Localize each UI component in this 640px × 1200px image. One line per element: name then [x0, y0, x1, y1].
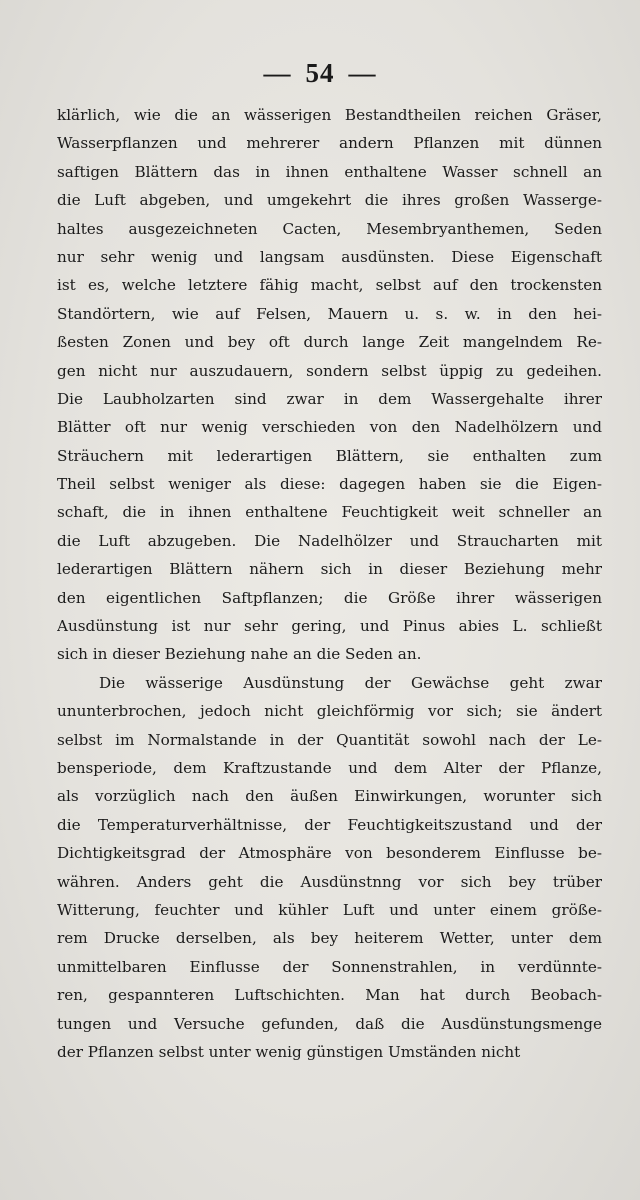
text-line: klärlich, wie die an wässerigen Bestandtheilen reichen Gräser, [57, 106, 602, 124]
text-line: Ausdünstung ist nur sehr gering, und Pinus abies L. schließt [57, 617, 602, 636]
page-number: 54 [305, 58, 335, 88]
text-line: währen. Anders geht die Ausdünstnng vor sich bey trüber [57, 872, 602, 891]
body-text [57, 101, 602, 1066]
text-line: haltes ausgezeichneten Cacten, Mesembryanthemen, Seden [57, 219, 602, 238]
text-line: Die wässerige Ausdünstung der Gewächse geht zwar [99, 673, 602, 692]
text-line: Standörtern, wie auf Felsen, Mauern u. s. w. in den hei- [57, 304, 602, 323]
text-line: als vorzüglich nach den äußen Einwirkungen, worunter sich [57, 787, 602, 806]
text-line: ununterbrochen, jedoch nicht gleichförmig vor sich; sie ändert [57, 702, 602, 721]
text-line: bensperiode, dem Kraftzustande und dem Alter der Pflanze, [57, 758, 602, 777]
text-line: die Temperaturverhältnisse, der Feuchtigkeitszustand und der [57, 815, 602, 834]
text-line: selbst im Normalstande in der Quantität sowohl nach der Le- [57, 730, 602, 749]
text-line: ist es, welche letztere fähig macht, selbst auf den trockensten [57, 276, 602, 295]
text-line: nur sehr wenig und langsam ausdünsten. Diese Eigenschaft [57, 247, 602, 266]
text-line: Theil selbst weniger als diese: dagegen haben sie die Eigen- [57, 475, 602, 494]
text-line: sich in dieser Beziehung nahe an die Seden an. [57, 645, 422, 664]
paragraph-1 [57, 101, 602, 669]
text-line: Die Laubholzarten sind zwar in dem Wassergehalte ihrer [57, 389, 602, 408]
text-line: schaft, die in ihnen enthaltene Feuchtigkeit weit schneller an [57, 503, 602, 522]
text-line: unmittelbaren Einflusse der Sonnenstrahlen, in verdünnte- [57, 957, 602, 976]
text-line: der Pflanzen selbst unter wenig günstigen Umständen nicht [57, 1042, 521, 1061]
text-line: ßesten Zonen und bey oft durch lange Zeit mangelndem Re- [57, 333, 602, 352]
header-dash-right: — [348, 58, 377, 88]
text-line: lederartigen Blättern nähern sich in dieser Beziehung mehr [57, 560, 602, 579]
text-line: die Luft abzugeben. Die Nadelhölzer und Straucharten mit [57, 531, 602, 550]
page-header [0, 58, 640, 89]
text-line: Wasserpflanzen und mehrerer andern Pflanzen mit dünnen [57, 134, 602, 153]
text-line: Blätter oft nur wenig verschieden von den Nadelhölzern und [57, 418, 602, 437]
text-line: gen nicht nur auszudauern, sondern selbst üppig zu gedeihen. [57, 361, 602, 380]
text-line: Sträuchern mit lederartigen Blättern, sie enthalten zum [57, 446, 602, 465]
text-line: rem Drucke derselben, als bey heiterem Wetter, unter dem [57, 929, 602, 948]
paragraph-2 [57, 669, 602, 1066]
text-line: die Luft abgeben, und umgekehrt die ihres großen Wasserge- [57, 191, 602, 210]
header-dash-left: — [263, 58, 292, 88]
text-line: Dichtigkeitsgrad der Atmosphäre von besonderem Einflusse be- [57, 844, 602, 863]
text-line: ren, gespannteren Luftschichten. Man hat durch Beobach- [57, 986, 602, 1005]
text-line: den eigentlichen Saftpflanzen; die Größe ihrer wässerigen [57, 588, 602, 607]
text-line: saftigen Blättern das in ihnen enthaltene Wasser schnell an [57, 162, 602, 181]
text-line: tungen und Versuche gefunden, daß die Ausdünstungsmenge [57, 1014, 602, 1033]
text-line: Witterung, feuchter und kühler Luft und unter einem größe- [57, 900, 602, 919]
